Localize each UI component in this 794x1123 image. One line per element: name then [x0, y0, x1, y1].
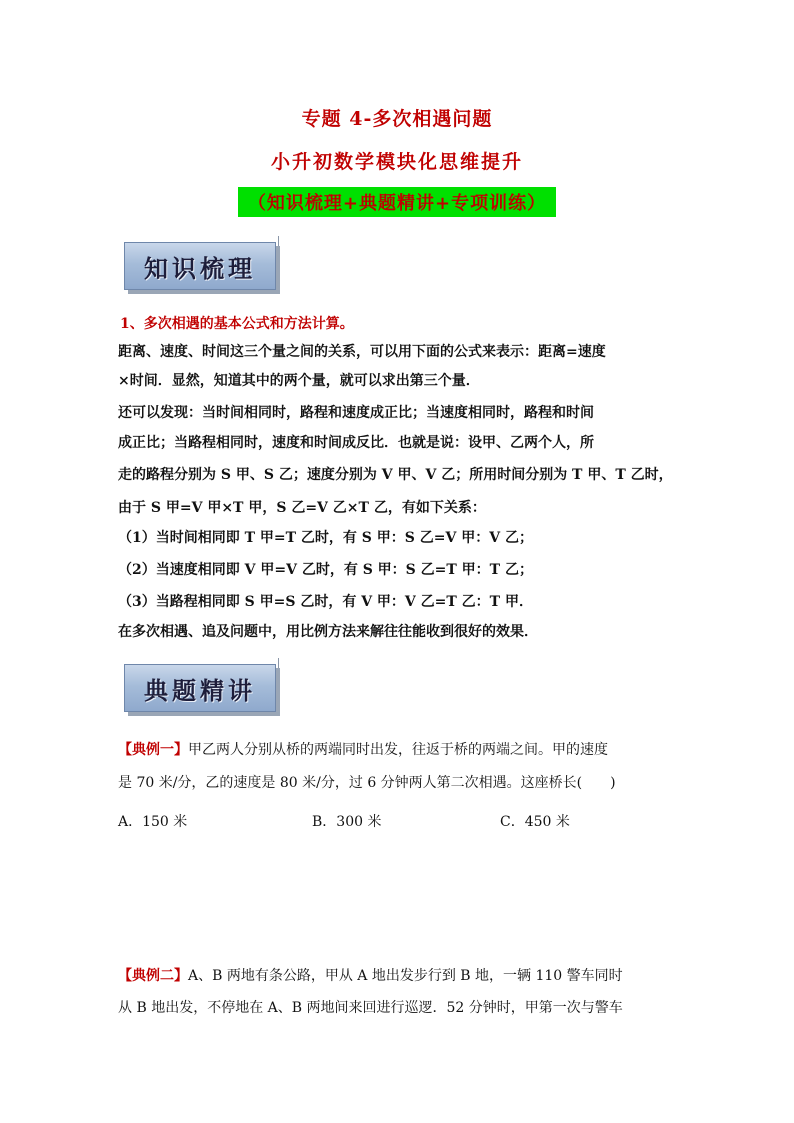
example2-label: 【典例二】	[118, 968, 188, 984]
example1-text1: 甲乙两人分别从桥的两端同时出发，往返于桥的两端之间。甲的速度	[188, 742, 608, 758]
examples-banner-label: 典题精讲	[144, 675, 256, 705]
example1-option-a: A．150 米	[118, 814, 188, 830]
knowledge-line: （1）当时间相同即 T 甲=T 乙时，有 S 甲：S 乙=V 甲：V 乙；	[118, 530, 533, 546]
knowledge-line: 成正比；当路程相同时，速度和时间成反比．也就是说：设甲、乙两个人，所	[118, 435, 594, 451]
example1-label: 【典例一】	[118, 742, 188, 758]
knowledge-line: 在多次相遇、追及问题中，用比例方法来解往往能收到很好的效果．	[118, 624, 538, 640]
example2-text1: A、B 两地有条公路，甲从 A 地出发步行到 B 地，一辆 110 警车同时	[188, 968, 623, 984]
knowledge-line: ×时间．显然，知道其中的两个量，就可以求出第三个量．	[118, 373, 480, 389]
tagline-wrap	[0, 187, 794, 217]
knowledge-banner-label: 知识梳理	[144, 253, 256, 283]
example1-line1	[118, 739, 608, 759]
knowledge-line: （3）当路程相同即 S 甲=S 乙时，有 V 甲：V 乙=T 乙：T 甲．	[118, 594, 533, 610]
document-title: 专题 4-多次相遇问题	[301, 108, 493, 130]
document-tagline: （知识梳理+典题精讲+专项训练）	[238, 187, 556, 217]
knowledge-heading: 1、多次相遇的基本公式和方法计算。	[120, 316, 354, 332]
knowledge-line: 还可以发现：当时间相同时，路程和速度成正比；当速度相同时，路程和时间	[118, 405, 594, 421]
example2-line1	[118, 965, 623, 985]
example1-option-c: C．450 米	[500, 814, 570, 830]
knowledge-line: 由于 S 甲=V 甲×T 甲，S 乙=V 乙×T 乙，有如下关系：	[118, 500, 486, 516]
example2-line2: 从 B 地出发，不停地在 A、B 两地间来回进行巡逻．52 分钟时，甲第一次与警车	[118, 1000, 623, 1016]
document-subtitle: 小升初数学模块化思维提升	[270, 151, 523, 173]
knowledge-banner	[124, 242, 276, 290]
knowledge-line: （2）当速度相同即 V 甲=V 乙时，有 S 甲：S 乙=T 甲：T 乙；	[118, 562, 533, 578]
knowledge-line: 走的路程分别为 S 甲、S 乙；速度分别为 V 甲、V 乙；所用时间分别为 T 甲、T 乙时，	[118, 467, 673, 483]
examples-banner	[124, 664, 276, 712]
example1-option-b: B．300 米	[312, 814, 382, 830]
knowledge-line: 距离、速度、时间这三个量之间的关系，可以用下面的公式来表示：距离=速度	[118, 344, 606, 360]
example1-line2: 是 70 米/分，乙的速度是 80 米/分，过 6 分钟两人第二次相遇。这座桥长( )	[118, 775, 616, 791]
